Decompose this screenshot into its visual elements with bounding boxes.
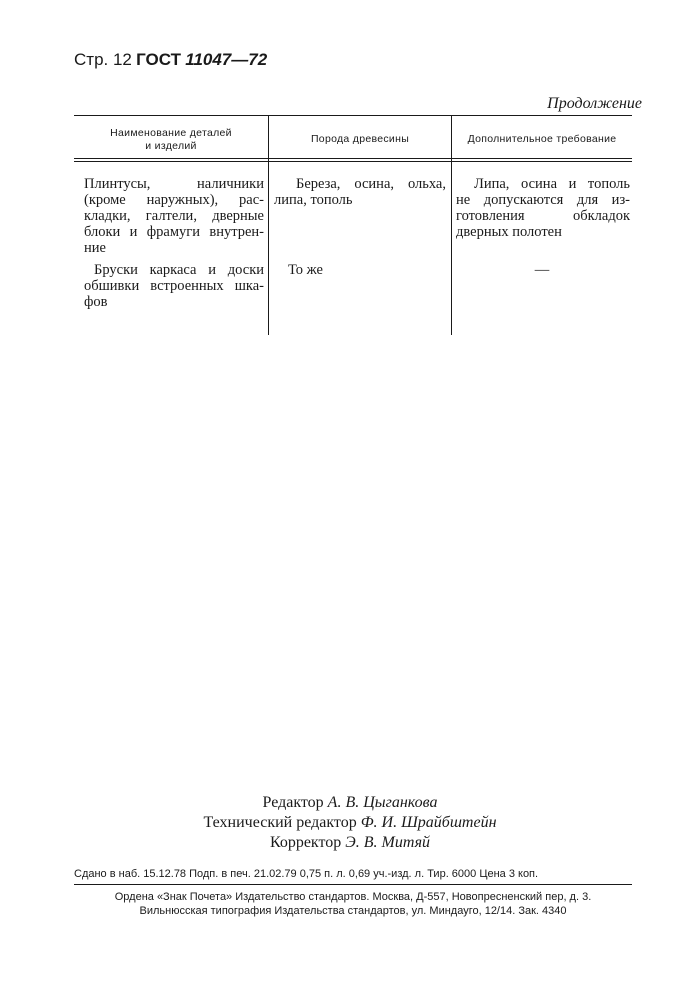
column-divider-2	[451, 115, 452, 335]
row-1-wood	[274, 176, 446, 208]
row-1-name-line: ние	[84, 240, 106, 256]
row-2-wood	[288, 262, 438, 278]
credits-block	[0, 793, 700, 853]
row-1-req-line: Липа, осина и тополь	[474, 176, 630, 192]
row-2-name-line: Бруски каркаса и доски	[94, 262, 264, 278]
table-top-rule	[74, 115, 632, 116]
row-1-name-line: (кроме наружных), рас-	[84, 192, 264, 208]
row-1-requirement	[456, 176, 630, 240]
row-1-name	[84, 176, 264, 256]
row-1-name-line: Плинтусы, наличники	[84, 176, 264, 192]
column-header-requirement: Дополнительное требование	[467, 133, 617, 145]
row-1-req-line: готовления обкладок	[456, 208, 630, 224]
imprint-line-1: Сдано в наб. 15.12.78 Подп. в печ. 21.02.79 0,75 п. л. 0,69 уч.-изд. л. Тир. 6000 Цена 3 коп.	[74, 868, 539, 880]
row-2-name-line: обшивки встроенных шка-	[84, 278, 264, 294]
tech-editor-line	[0, 813, 700, 833]
standard-code: ГОСТ	[136, 50, 181, 69]
editor-name: А. В. Цыганкова	[327, 794, 438, 811]
row-2-requirement	[452, 262, 632, 278]
row-1-req-line: дверных полотен	[456, 224, 562, 240]
column-divider-1	[268, 115, 269, 335]
row-1-wood-line: Береза, осина, ольха,	[296, 176, 446, 192]
proofreader-name: Э. В. Митяй	[345, 834, 431, 851]
row-1-name-line: кладки, галтели, дверные	[84, 208, 264, 224]
row-2-name-line: фов	[84, 294, 108, 310]
imprint-line-3: Вильнюсская типография Издательства стандартов, ул. Миндауго, 12/14. Зак. 4340	[139, 905, 567, 917]
imprint-rule	[74, 884, 632, 885]
imprint-line-2: Ордена «Знак Почета» Издательство стандартов. Москва, Д-557, Новопресненский пер, д. 3.	[114, 891, 592, 903]
header-rule-2	[74, 161, 632, 162]
header-rule-1	[74, 158, 632, 159]
standard-number: 11047—72	[185, 50, 268, 69]
page-header	[74, 50, 267, 70]
column-header-name: Наименование деталей и изделий	[110, 127, 232, 152]
tech-editor-role: Технический редактор	[203, 814, 357, 831]
column-header-wood: Порода древесины	[310, 133, 410, 145]
continuation-label: Продолжение	[547, 95, 642, 112]
proofreader-role: Корректор	[269, 834, 342, 851]
tech-editor-name: Ф. И. Шрайбштейн	[360, 814, 497, 831]
row-2-req-dash: —	[534, 262, 550, 278]
proofreader-line	[0, 833, 700, 853]
row-2-name	[84, 262, 264, 310]
row-2-wood-line: То же	[288, 262, 323, 278]
page-number: Стр. 12	[74, 50, 132, 69]
editor-line	[0, 793, 700, 813]
row-1-name-line: блоки и фрамуги внутрен-	[84, 224, 264, 240]
row-1-wood-line: липа, тополь	[274, 192, 353, 208]
editor-role: Редактор	[262, 794, 324, 811]
row-1-req-line: не допускаются для из-	[456, 192, 630, 208]
